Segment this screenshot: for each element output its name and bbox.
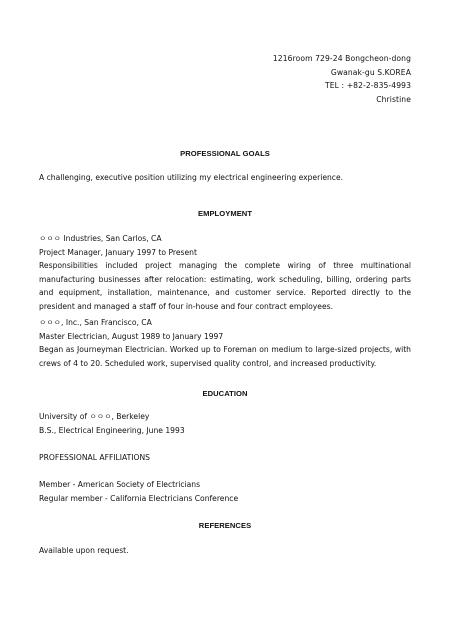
job-description: Responsibilities included project managing the complete wiring of three multinational manufacturing businesses after relocation: estimating, work scheduling, billing, ordering parts and equipment, installation, maintenance, and customer service. Reported directly to the president and managed a staff of four in-house and four contract employees.	[39, 261, 411, 311]
phone-number: TEL : +82-2-835-4993	[325, 81, 411, 91]
job-description: Began as Journeyman Electrician. Worked up to Foreman on medium to large-sized projects, with crews of 4 to 20. Scheduled work, supervised quality control, and increased productivity.	[39, 345, 411, 368]
contact-block	[273, 52, 411, 106]
job-company: ㅇㅇㅇ, Inc., San Francisco, CA	[39, 318, 152, 327]
affiliation-item: Regular member - California Electricians Conference	[39, 493, 239, 503]
address-line-2: Gwanak-gu S.KOREA	[330, 67, 411, 77]
goals-heading: PROFESSIONAL GOALS	[180, 149, 270, 158]
job-company: ㅇㅇㅇ Industries, San Carlos, CA	[39, 234, 162, 243]
references-section	[39, 544, 411, 558]
degree: B.S., Electrical Engineering, June 1993	[39, 425, 185, 435]
goals-text: A challenging, executive position utilizing my electrical engineering experience.	[39, 173, 344, 182]
job-title: Project Manager, January 1997 to Present	[39, 247, 197, 257]
references-text: Available upon request.	[39, 546, 129, 555]
job-entry	[39, 316, 411, 370]
affiliations-heading: PROFESSIONAL AFFILIATIONS	[39, 452, 150, 462]
address-line-1: 1216room 729-24 Bongcheon-dong	[272, 54, 411, 63]
affiliation-item: Member - American Society of Electricians	[39, 479, 201, 489]
applicant-name: Christine	[376, 94, 411, 104]
school-name: University of ㅇㅇㅇ, Berkeley	[39, 412, 150, 421]
employment-heading: EMPLOYMENT	[197, 209, 253, 218]
education-section	[39, 410, 411, 505]
references-heading: REFERENCES	[198, 521, 252, 530]
education-heading: EDUCATION	[202, 389, 248, 398]
job-title: Master Electrician, August 1989 to January 1997	[39, 331, 224, 341]
goals-section	[39, 171, 411, 185]
job-entry	[39, 232, 411, 314]
